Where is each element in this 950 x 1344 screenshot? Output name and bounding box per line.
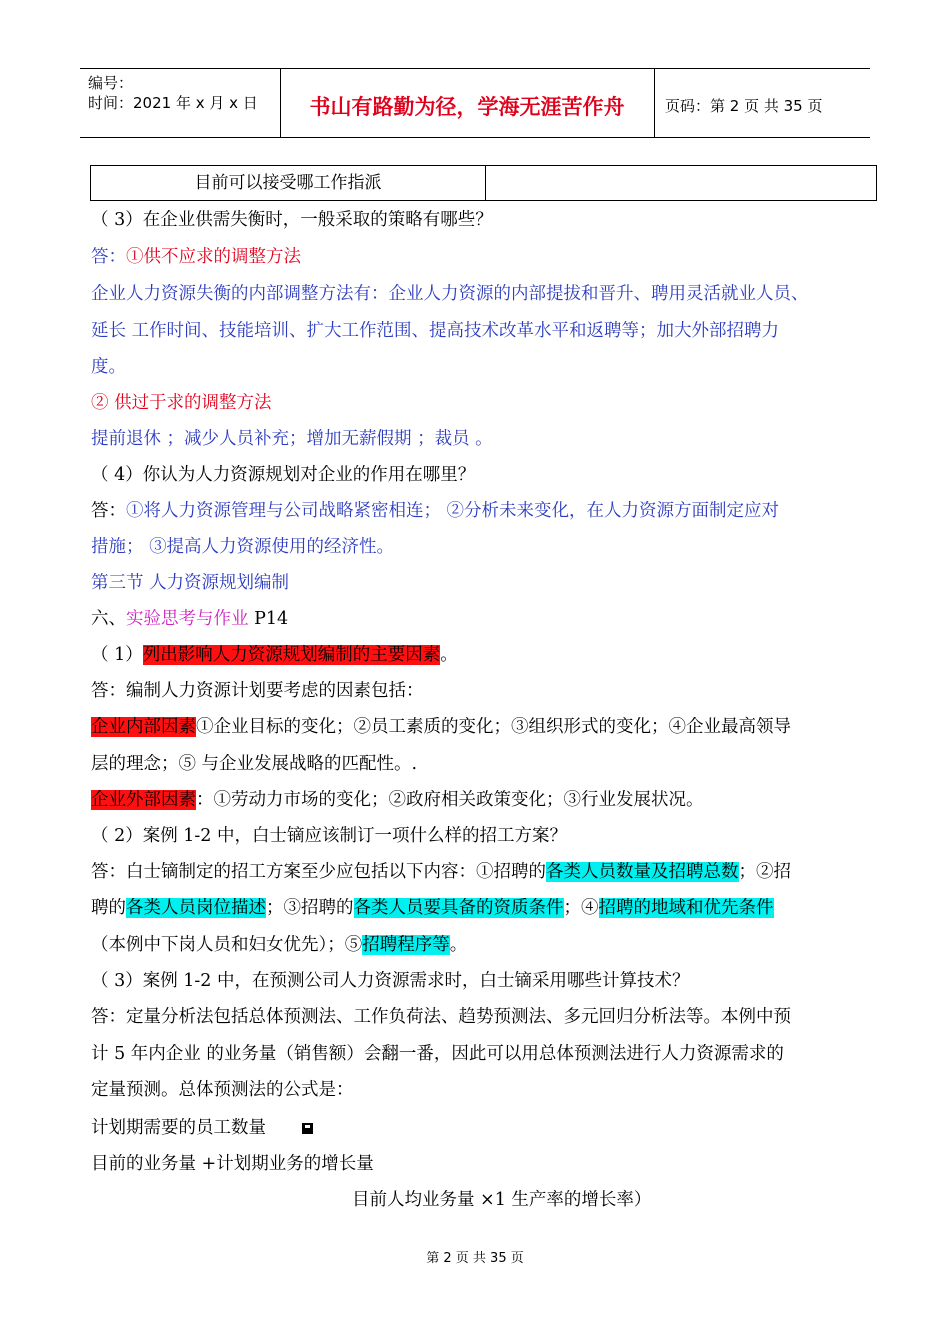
table-cell-label: 目前可以接受哪工作指派 (91, 166, 486, 200)
question-4: （ 4）你认为人力资源规划对企业的作用在哪里？ (91, 465, 476, 485)
question-3b: （ 3）案例 1-2 中，在预测公司人力资源需求时，白士镝采用哪些计算技术？ (91, 971, 690, 991)
answer-prefix: 答： (91, 247, 126, 267)
answer-2-text: 聘的 (91, 898, 126, 918)
experiment-page: P14 (248, 609, 289, 629)
motto: 书山有路勤为径，学海无涯苦作舟 (309, 94, 625, 119)
header-right-cell (654, 69, 871, 137)
question-1-prefix: （ 1） (91, 645, 143, 665)
internal-factors-text: ①企业目标的变化；②员工素质的变化；③组织形式的变化；④企业最高领导 (196, 717, 791, 737)
highlight-region-priority: 招聘的地域和优先条件 (598, 898, 774, 918)
internal-factors-label: 企业内部因素 (91, 717, 196, 737)
answer-2-line1 (91, 858, 791, 883)
answer-2-text: 。 (449, 935, 468, 955)
question-1 (91, 641, 458, 666)
answer-4-line2: 措施； ③提高人力资源使用的经济性。 (91, 537, 395, 557)
answer-1-internal-line2: 层的理念；⑤ 与企业发展战略的匹配性。. (91, 754, 418, 774)
external-factors-label: 企业外部因素 (91, 790, 196, 810)
experiment-prefix: 六、 (91, 609, 126, 629)
answer-1-internal-line1 (91, 713, 791, 738)
answer-3-title1 (91, 243, 301, 268)
answer-4-line1 (91, 497, 779, 522)
experiment-heading (91, 605, 288, 630)
save-icon (302, 1123, 313, 1134)
answer-3-para-line2: 延长 工作时间、技能培训、扩大工作范围、提高技术改革水平和返聘等；加大外部招聘力 (91, 321, 780, 341)
formula-line3: 目前人均业务量 ×1 生产率的增长率） (352, 1190, 652, 1210)
answer-2-text: ；④ (563, 898, 599, 918)
answer-2-text: ；②招 (738, 862, 791, 882)
answer-4-text1: ①将人力资源管理与公司战略紧密相连； ②分析未来变化，在人力资源方面制定应对 (126, 501, 780, 521)
highlight-qualifications: 各类人员要具备的资质条件 (353, 898, 564, 918)
answer-2-line2 (91, 894, 774, 919)
answer-3b-line3: 定量预测。总体预测法的公式是： (91, 1080, 354, 1100)
answer-2-line3 (91, 931, 467, 956)
formula-line1 (91, 1114, 313, 1139)
answer-2-text: （本例中下岗人员和妇女优先）；⑤ (91, 935, 363, 955)
answer-1-external (91, 786, 704, 811)
answer-3-heading-2: ② 供过于求的调整方法 (91, 393, 272, 413)
formula-numerator-label: 计划期需要的员工数量 (91, 1118, 266, 1138)
answer-prefix: 答： (91, 501, 126, 521)
question-1-suffix: 。 (440, 645, 458, 665)
question-1-highlight: 列出影响人力资源规划编制的主要因素 (142, 645, 441, 665)
time-label: 时间：2021 年 x 月 x 日 (88, 94, 258, 112)
page-footer: 第 2 页 共 35 页 (426, 1251, 524, 1266)
external-factors-text: ：①劳动力市场的变化；②政府相关政策变化；③行业发展状况。 (196, 790, 704, 810)
highlight-job-description: 各类人员岗位描述 (126, 898, 266, 918)
page-info: 页码：第 2 页 共 35 页 (665, 97, 823, 115)
answer-1-intro: 答：编制人力资源计划要考虑的因素包括： (91, 681, 424, 701)
answer-3-para-line1: 企业人力资源失衡的内部调整方法有：企业人力资源的内部提拔和晋升、聘用灵活就业人员、 (91, 284, 809, 304)
question-3: （ 3）在企业供需失衡时，一般采取的策略有哪些？ (91, 210, 493, 230)
question-2: （ 2）案例 1-2 中，白士镝应该制订一项什么样的招工方案？ (91, 826, 568, 846)
number-label: 编号： (88, 74, 134, 92)
header-left-cell (80, 69, 281, 137)
info-table (90, 165, 877, 201)
section-title: 第三节 人力资源规划编制 (91, 573, 290, 593)
highlight-procedure: 招聘程序等 (362, 935, 450, 955)
experiment-title: 实验思考与作业 (126, 609, 249, 629)
answer-3-heading-1: ①供不应求的调整方法 (126, 247, 301, 267)
answer-2-text: ；③招聘的 (266, 898, 354, 918)
formula-line2: 目前的业务量 +计划期业务的增长量 (91, 1154, 374, 1174)
answer-3b-line2: 计 5 年内企业 的业务量（销售额）会翻一番，因此可以用总体预测法进行人力资源需求的 (91, 1044, 784, 1064)
answer-3b-line1: 答：定量分析法包括总体预测法、工作负荷法、趋势预测法、多元回归分析法等。本例中预 (91, 1007, 791, 1027)
answer-2-text: 答：白士镝制定的招工方案至少应包括以下内容：①招聘的 (91, 862, 546, 882)
answer-3-para2: 提前退休 ；减少人员补充；增加无薪假期 ；裁员 。 (91, 429, 493, 449)
answer-3-para-line3: 度。 (91, 357, 126, 377)
page-header (80, 68, 870, 138)
highlight-staff-count: 各类人员数量及招聘总数 (546, 862, 739, 882)
